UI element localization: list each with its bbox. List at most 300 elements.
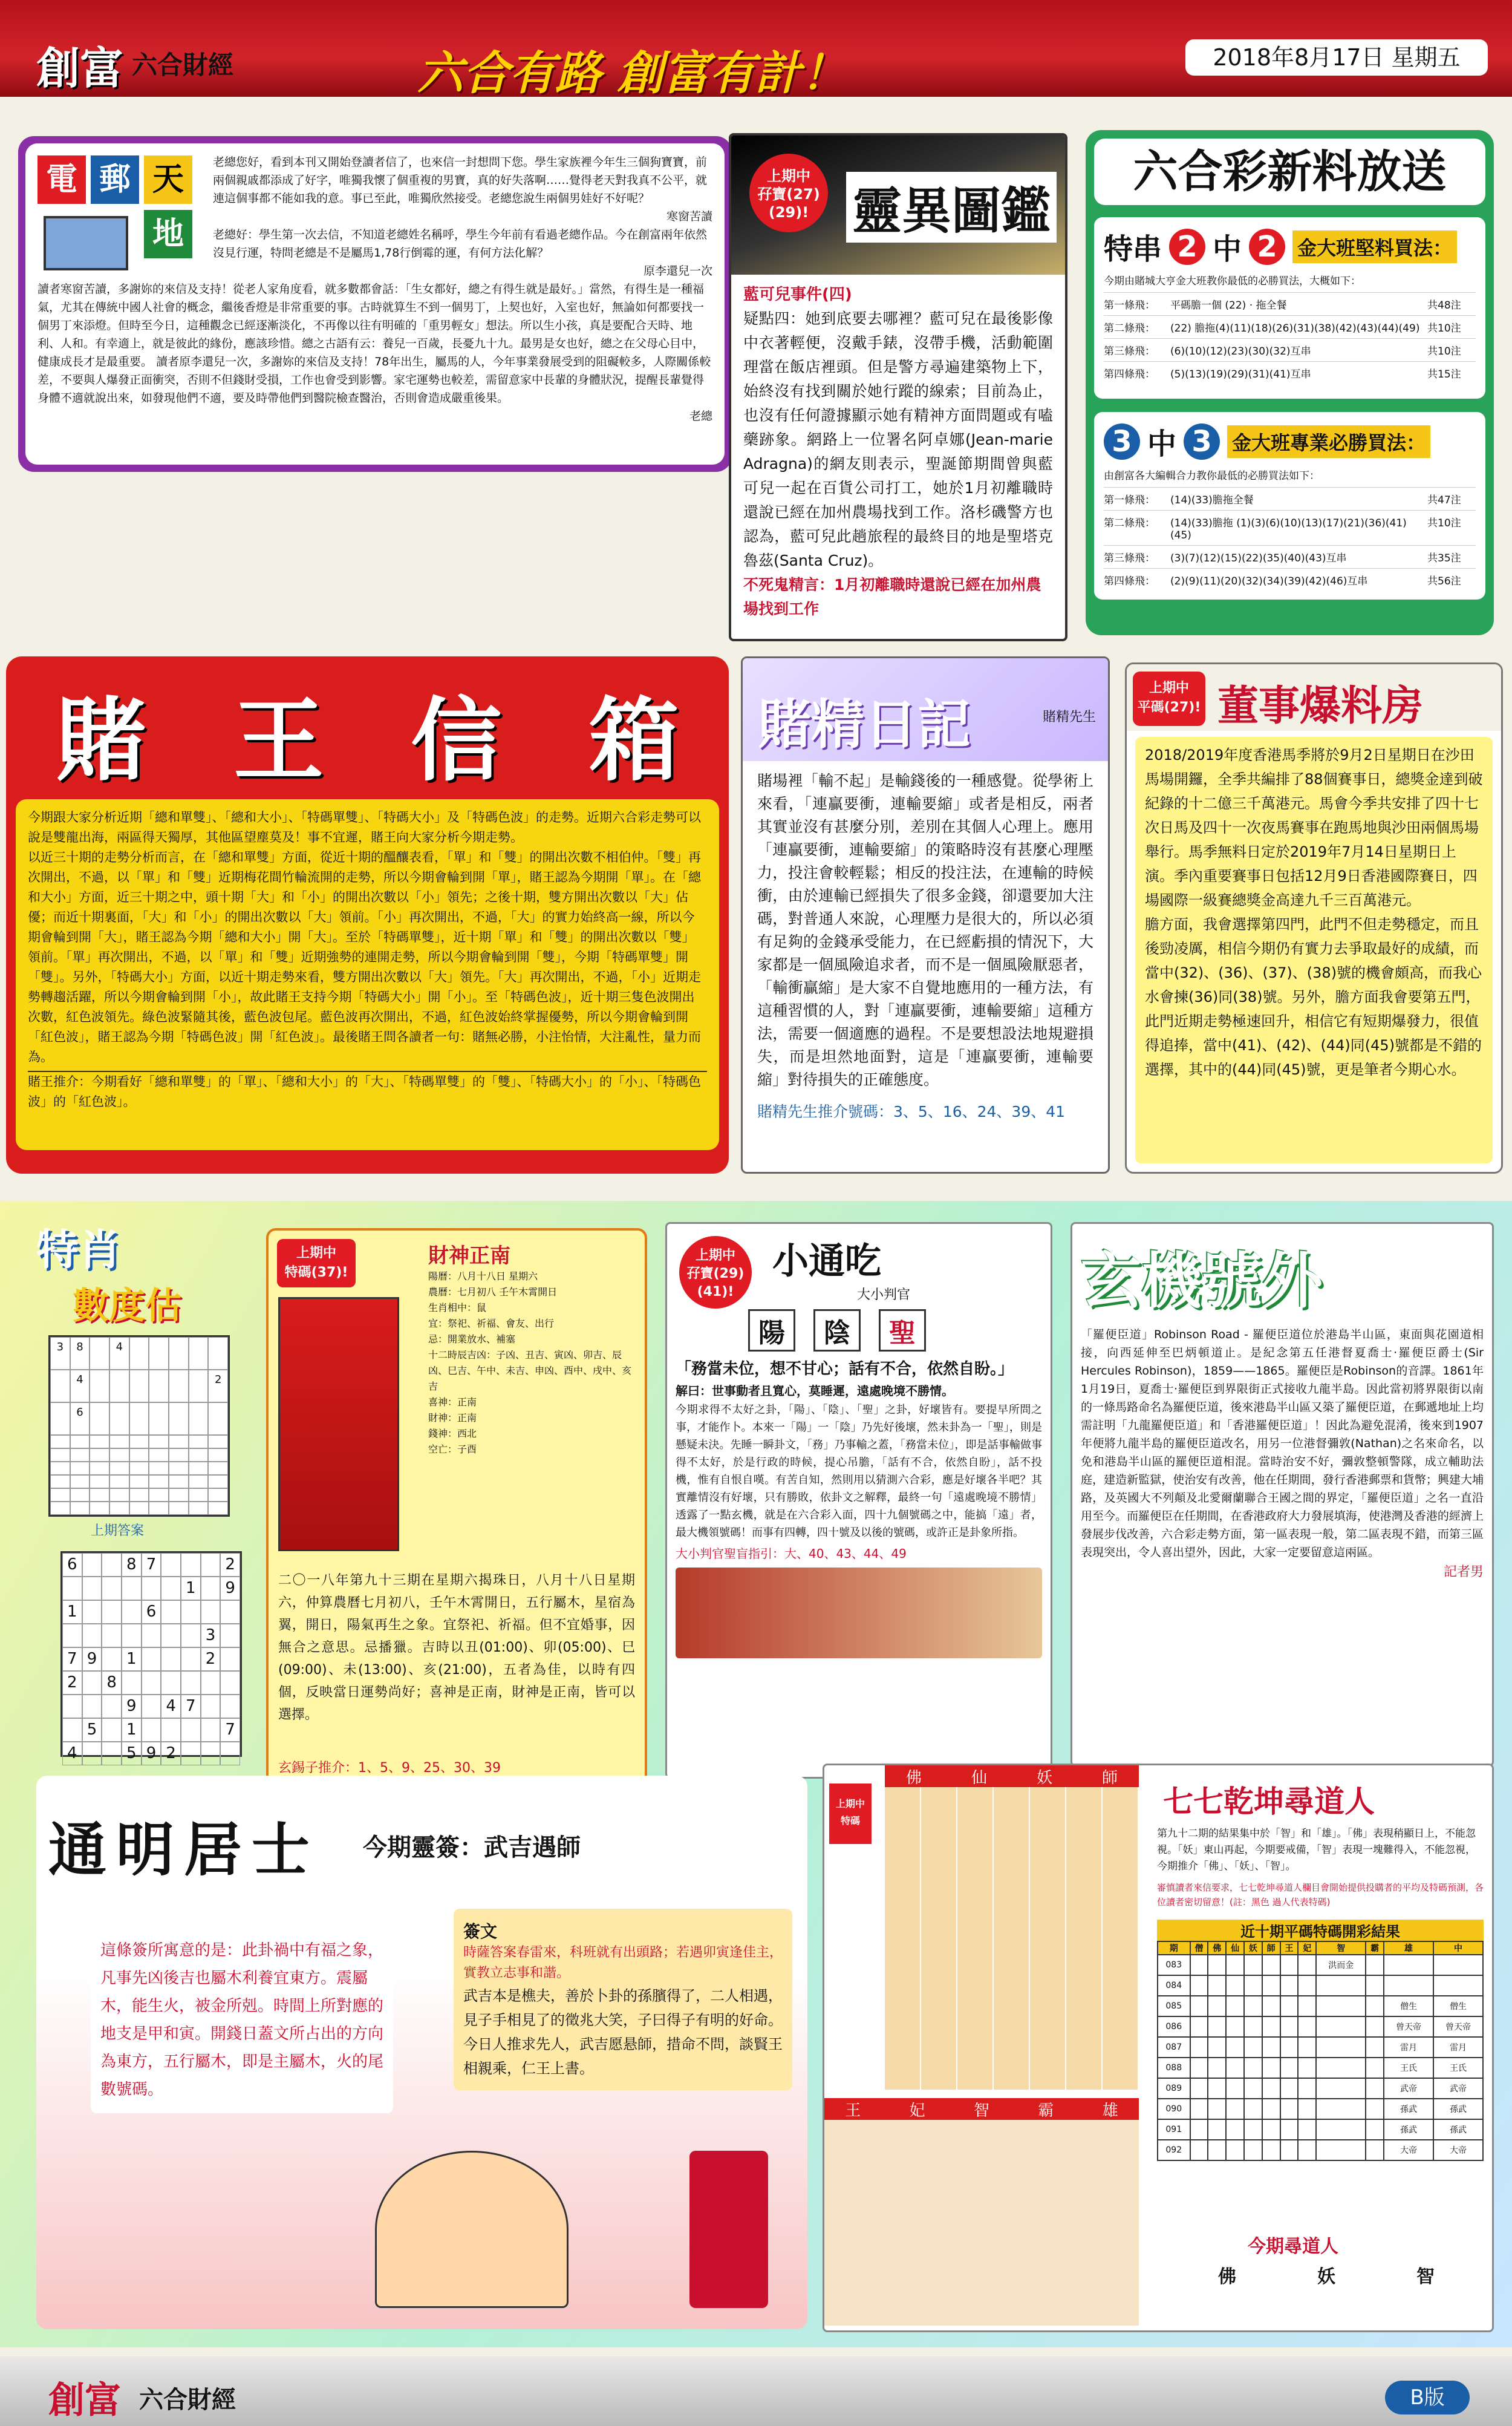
sudoku-cell[interactable] <box>181 1600 201 1624</box>
sudoku-cell <box>90 1435 109 1448</box>
table-cell <box>1316 2016 1366 2037</box>
table-cell: 王氏 <box>1384 2058 1433 2078</box>
bet-row <box>1104 292 1476 315</box>
table-cell <box>1280 2078 1299 2099</box>
sudoku-cell <box>90 1448 109 1462</box>
table-cell <box>1316 1996 1366 2016</box>
table-cell <box>1244 1996 1262 2016</box>
table-row <box>1158 2058 1483 2078</box>
tongming-left-text: 這條簽所寓意的是：此卦禍中有福之象，凡事先凶後吉也屬木利養宜東方。震屬木，能生火，被金所剋。時間上所對應的地支是甲和寅。開錢日蓋文所占出的方向為東方，五行屬木，即是主屬木，火的尾數號碼。 <box>91 1927 393 2113</box>
sudoku-cell[interactable] <box>82 1671 102 1695</box>
sudoku-cell <box>208 1488 228 1502</box>
kingbox-title-4: 箱 <box>588 688 680 794</box>
sudoku-cell[interactable] <box>220 1600 240 1624</box>
table-cell <box>1244 2078 1262 2099</box>
table-cell <box>1298 2099 1316 2119</box>
table-cell <box>1262 2037 1280 2058</box>
gallery-badge: 上期中 孖寶(27) (29)! <box>749 154 828 232</box>
table-header: 期 <box>1158 1941 1190 1955</box>
sudoku-cell[interactable] <box>62 1577 82 1600</box>
sudoku-cell <box>169 1502 189 1515</box>
table-header: 佛 <box>1208 1941 1226 1955</box>
sudoku-cell <box>169 1462 189 1475</box>
sudoku-cell[interactable] <box>62 1695 82 1718</box>
footer-brand-sub: 六合財經 <box>139 2386 236 2414</box>
table-cell <box>1366 2119 1384 2140</box>
sudoku-cell[interactable] <box>161 1624 181 1647</box>
sec2-title: 金大班專業必勝買法： <box>1227 425 1430 458</box>
sudoku-cell[interactable]: 8 <box>122 1553 142 1577</box>
table-cell <box>1190 2078 1208 2099</box>
table-header: 霸 <box>1366 1941 1384 1955</box>
sudoku-cell[interactable] <box>201 1671 221 1695</box>
sudoku-cell <box>169 1488 189 1502</box>
sudoku-cell[interactable]: 2 <box>62 1671 82 1695</box>
gallery-title: 靈異圖鑑 <box>846 172 1057 243</box>
table-cell <box>1190 1955 1208 1975</box>
sudoku-cell[interactable]: 7 <box>62 1647 82 1671</box>
sudoku-cell[interactable] <box>122 1624 142 1647</box>
table-cell <box>1316 2099 1366 2119</box>
table-cell <box>1298 2037 1316 2058</box>
sudoku-cell <box>208 1462 228 1475</box>
table-cell <box>1316 2140 1366 2160</box>
sudoku-cell <box>109 1488 129 1502</box>
sudoku-cell <box>208 1435 228 1448</box>
mystic-author: 記者男 <box>1443 1564 1484 1580</box>
sudoku-cell[interactable] <box>82 1695 102 1718</box>
sudoku-cell <box>70 1488 90 1502</box>
table-cell <box>1433 1955 1483 1975</box>
sudoku-cell[interactable] <box>102 1600 122 1624</box>
sudoku-cell <box>129 1402 149 1435</box>
fortune-title: 財神正南 <box>428 1244 510 1268</box>
table-cell <box>1190 1996 1208 2016</box>
seek-intro: 第九十二期的結果集中於「智」和「雄」。「佛」表現稍顯日上，不能忽視。「妖」東山再起，今期要戒備，「智」表現一塊難得入，不能忽視，今期推介「佛」、「妖」、「智」。 <box>1157 1828 1476 1872</box>
sudoku-cell <box>70 1502 90 1515</box>
table-cell <box>1280 2016 1299 2037</box>
sudoku-cell[interactable]: 1 <box>122 1718 142 1742</box>
mail-sig-3: 老總 <box>689 410 712 423</box>
table-cell <box>1190 2058 1208 2078</box>
table-cell <box>1298 1955 1316 1975</box>
table-row <box>1158 2099 1483 2119</box>
sudoku-cell[interactable] <box>181 1671 201 1695</box>
sudoku-cell[interactable] <box>82 1553 102 1577</box>
sudoku-cell[interactable] <box>181 1553 201 1577</box>
sudoku-cell[interactable] <box>62 1624 82 1647</box>
mail-reply-1: 讀者寒窗苦讀，多謝妳的來信及支持！從老人家角度看，就多數都會話：「生女都好，總之有得生就是最好。」當然，有得生是一種福氣，尤其在傳統中國人社會的概念，繼後香燈是非常重要的事。古時就算生不到一個男丁，上契也好，入室也好，無論如何都要找一個男丁來添燈。但時至今日，這種觀念已經逐漸淡化，不再像以往有明確的「重男輕女」想法。所以生小孩，真是要配合天時、地利、人和。有幸適上，就是彼此的緣份，應該珍惜。總之古語有云：養兒一百歲，長憂九十九。最男是女也好，總之在父母心目中，健康成長才是最重要。 <box>37 283 705 368</box>
table-row <box>1158 2140 1483 2160</box>
bottom-label-hero: 雄 <box>1102 2101 1118 2120</box>
sudoku-cell: 6 <box>70 1402 90 1435</box>
sudoku-cell[interactable] <box>102 1647 122 1671</box>
sudoku-cell <box>169 1475 189 1488</box>
table-cell <box>1226 2119 1244 2140</box>
table-row <box>1158 2078 1483 2099</box>
sudoku-cell[interactable] <box>102 1553 122 1577</box>
sudoku-cell[interactable] <box>122 1671 142 1695</box>
sudoku-cell[interactable]: 9 <box>142 1742 161 1765</box>
sudoku-cell <box>109 1502 129 1515</box>
sudoku-cell[interactable] <box>201 1577 221 1600</box>
table-header: 仙 <box>1226 1941 1244 1955</box>
table-cell <box>1262 2016 1280 2037</box>
table-cell: 洪而金 <box>1316 1955 1366 1975</box>
table-cell <box>1280 1955 1299 1975</box>
mail-letter-1: 老總您好，看到本刊又開始登讀者信了，也來信一封想問下您。學生家族裡今年生三個狗寶寶，前兩個親戚都添成了好字，唯獨我懷了個重複的男寶，真的好失落啊……覺得老天對我真不公平，就連這個事都不能如我的意。事已至此，唯獨欣然接受。老總您說生兩個男娃好不好呢？ <box>213 155 708 205</box>
table-row <box>1158 2119 1483 2140</box>
table-cell <box>1280 2119 1299 2140</box>
table-cell <box>1280 2099 1299 2119</box>
almanac-line: 喜神：正南 <box>428 1396 477 1408</box>
sudoku-cell[interactable] <box>220 1671 240 1695</box>
sudoku-cell[interactable]: 7 <box>142 1553 161 1577</box>
sudoku-cell[interactable] <box>102 1695 122 1718</box>
sudoku-cell <box>50 1488 70 1502</box>
bet-row <box>1104 315 1476 338</box>
table-cell <box>1190 2099 1208 2119</box>
sudoku-cell[interactable] <box>161 1553 181 1577</box>
table-header: 師 <box>1262 1941 1280 1955</box>
sudoku-cell[interactable] <box>82 1742 102 1765</box>
table-cell: 084 <box>1158 1975 1190 1996</box>
sudoku-cell[interactable] <box>122 1577 142 1600</box>
table-cell <box>1366 1996 1384 2016</box>
sec1-label2: 中 <box>1213 232 1242 266</box>
table-cell <box>1190 2016 1208 2037</box>
table-cell <box>1244 1955 1262 1975</box>
brand-logo: 創富 <box>36 42 124 94</box>
table-cell <box>1262 1955 1280 1975</box>
table-cell <box>1384 1955 1433 1975</box>
sudoku-cell[interactable] <box>102 1742 122 1765</box>
sudoku-cell <box>129 1475 149 1488</box>
sudoku-cell[interactable] <box>201 1553 221 1577</box>
sudoku-cell[interactable]: 9 <box>82 1647 102 1671</box>
table-cell <box>1316 1975 1366 1996</box>
sudoku-cell[interactable] <box>161 1577 181 1600</box>
table-cell: 大帝 <box>1433 2140 1483 2160</box>
food-explain: 解曰：世事動者且寬心，莫睡遲，遠處晚境不勝情。 <box>676 1384 954 1398</box>
sudoku-cell: 4 <box>109 1337 129 1370</box>
sudoku-cell[interactable] <box>201 1600 221 1624</box>
sudoku-cell <box>50 1402 70 1435</box>
sudoku-cell[interactable]: 2 <box>201 1647 221 1671</box>
tongming-sign-intro: 時薩答案春雷來，科班就有出頭路；若遇卯寅逢佳主，實教立志事和諧。 <box>463 1945 783 1981</box>
sudoku-cell[interactable] <box>181 1624 201 1647</box>
sudoku-cell[interactable]: 4 <box>161 1695 181 1718</box>
food-body: 今期求得不太好之卦，「陽」、「陰」、「聖」之卦，好壞皆有。要提早所問之事，才能作卜。本來一「陽」一「陰」乃先好後壞，然未卦為一「聖」，則是懸疑未決。先睡一瞬卦文，「務」乃事輸之蓋，「務當未位」，即是話事輸做事得不太好，於是行政的時候，提心吊膽，「話有不合，依然自盼」，話不投機，惟有自恨自嘆。有苦自知，然則用以猜測六合彩，應是好壞各半吧？其實離情沒有好壞，只有勝敗，依卦文之解釋，最終一句「遠處晚境不勝情」透露了一點玄機，就是在六合彩入面，四十九個號碼之中，能搞「遠」者，最大機領號碼！而事有四轉，四十號及以後的號碼，或許正是卦象所指。 <box>676 1404 1042 1539</box>
gallery-note: 不死鬼精言：1月初離職時還說已經在加州農場找到工作 <box>743 576 1041 618</box>
sudoku-cell <box>208 1502 228 1515</box>
sudoku-cell <box>129 1370 149 1402</box>
sec1-title: 金大班堅料買法： <box>1292 231 1457 263</box>
sudoku-cell <box>189 1435 209 1448</box>
bet-row-price: 共35注 <box>1427 552 1461 564</box>
table-cell: 091 <box>1158 2119 1190 2140</box>
table-cell <box>1226 2016 1244 2037</box>
table-cell <box>1366 2099 1384 2119</box>
table-header: 僧 <box>1190 1941 1208 1955</box>
kingbox-intro: 今期跟大家分析近期「總和單雙」、「總和大小」、「特碼單雙」、「特碼大小」及「特碼色波」的走勢。近期六合彩走勢可以說是雙龍出海，兩區得天獨厚，其他區望塵莫及！事不宜遲，賭王向大家分析今期走勢。 <box>28 810 701 845</box>
sudoku-cell[interactable] <box>181 1742 201 1765</box>
bet-row-name: 第三條飛： <box>1104 345 1155 358</box>
sudoku-cell[interactable]: 8 <box>102 1671 122 1695</box>
table-cell <box>1280 1975 1299 1996</box>
bet-row-numbers: (6)(10)(12)(23)(30)(32)互串 <box>1170 345 1311 358</box>
top-label-buddha: 佛 <box>905 1768 922 1787</box>
sudoku-cell[interactable] <box>62 1718 82 1742</box>
top-label-demon: 妖 <box>1036 1768 1052 1787</box>
table-cell: 僧生 <box>1384 1996 1433 2016</box>
insider-badge: 上期中 平碼(27)! <box>1133 672 1205 726</box>
sudoku-cell[interactable]: 1 <box>122 1647 142 1671</box>
table-cell <box>1244 2037 1262 2058</box>
almanac-line: 忌：開業放水、補塞 <box>428 1333 516 1345</box>
bet-row <box>1104 568 1476 591</box>
almanac-line: 空亡：子酉 <box>428 1444 477 1455</box>
mail-letter-2: 老總好：學生第一次去信，不知道老總姓名稱呼，學生今年前有看過老總作品。今在創富兩年依然沒見行運，特問老總是不是屬馬1,78行倒霉的運，有何方法化解？ <box>213 228 708 260</box>
sudoku-cell <box>208 1402 228 1435</box>
table-row <box>1158 2037 1483 2058</box>
calendar-image <box>278 1297 399 1551</box>
tongming-sign-text: 武吉本是樵夫，善於卜卦的孫臏得了，二人相遇，見子手相見了的徵兆大笑，子曰得子有明的好命。今日人推求先人，武吉愿悬師，措命不問，談賢王相親乘，仁王上書。 <box>463 1987 783 2077</box>
result-yang: 陽 <box>748 1309 795 1352</box>
table-cell <box>1208 2058 1226 2078</box>
table-cell <box>1298 2140 1316 2160</box>
table-cell <box>1280 1996 1299 2016</box>
sudoku-cell[interactable] <box>82 1577 102 1600</box>
sudoku-cell[interactable]: 3 <box>201 1624 221 1647</box>
sudoku-cell <box>70 1475 90 1488</box>
table-cell: 曾天帝 <box>1384 2016 1433 2037</box>
sec2-number: 3 <box>1104 423 1140 460</box>
bet-row <box>1104 510 1476 545</box>
table-cell <box>1262 1996 1280 2016</box>
sudoku-cell[interactable] <box>82 1624 102 1647</box>
sudoku-cell[interactable] <box>142 1647 161 1671</box>
sudoku-cell <box>149 1435 169 1448</box>
table-cell <box>1226 2058 1244 2078</box>
sudoku-cell[interactable]: 7 <box>220 1718 240 1742</box>
sudoku-cell <box>169 1402 189 1435</box>
table-cell <box>1298 1996 1316 2016</box>
sudoku-cell: 8 <box>70 1337 90 1370</box>
sudoku-cell[interactable] <box>201 1742 221 1765</box>
result-sheng: 聖 <box>879 1309 926 1352</box>
sudoku-cell[interactable] <box>220 1647 240 1671</box>
sudoku-cell <box>90 1337 109 1370</box>
table-cell <box>1280 2140 1299 2160</box>
sudoku-cell <box>90 1488 109 1502</box>
fortune-panel <box>266 1228 647 1791</box>
almanac-line: 錢神：西北 <box>428 1428 477 1439</box>
sudoku-cell <box>169 1435 189 1448</box>
character-grid-bottom <box>824 2120 1139 2326</box>
table-cell: 大帝 <box>1384 2140 1433 2160</box>
sudoku-cell[interactable] <box>220 1742 240 1765</box>
sudoku-cell[interactable] <box>181 1647 201 1671</box>
sudoku-cell <box>90 1370 109 1402</box>
table-header: 妖 <box>1244 1941 1262 1955</box>
table-cell: 088 <box>1158 2058 1190 2078</box>
sudoku-cell[interactable] <box>181 1718 201 1742</box>
bet-row-price: 共10注 <box>1427 517 1461 529</box>
sudoku-cell <box>50 1502 70 1515</box>
sudoku-cell[interactable] <box>122 1600 142 1624</box>
sudoku-cell[interactable] <box>142 1718 161 1742</box>
seek-note: 審慎讀者來信要求，七七乾坤尋道人欄目會開始提供投購者的平均及特碼預測，各位讀者密切留意！(註：黑色 過人代表特碼) <box>1157 1882 1484 1908</box>
sudoku-cell <box>129 1448 149 1462</box>
sudoku-cell <box>189 1448 209 1462</box>
pick-buddha: 佛 <box>1218 2266 1236 2287</box>
sudoku-cell <box>109 1448 129 1462</box>
seek-panel <box>823 1764 1494 2332</box>
bet-row-numbers: (14)(33)膽拖 (1)(3)(6)(10)(13)(17)(21)(36)(41)(45) <box>1170 517 1407 541</box>
sudoku-cell[interactable]: 4 <box>62 1742 82 1765</box>
table-cell <box>1208 2078 1226 2099</box>
insider-intro: 2018/2019年度香港馬季將於9月2日星期日在沙田馬場開鑼，全季共編排了88個賽事日，總獎金達到破紀錄的十二億三千萬港元。馬會今季共安排了四十七次日馬及四十一次夜馬賽事在跑馬地與沙田兩個馬場舉行。馬季無料日定於2019年7月14日星期日上演。季內重要賽事日包括12月9日香港國際賽日，四場國際一級賽總獎金高達九千三百萬港元。 <box>1145 747 1483 909</box>
table-cell: 武帝 <box>1384 2078 1433 2099</box>
sudoku-cell[interactable] <box>102 1718 122 1742</box>
table-cell: 085 <box>1158 1996 1190 2016</box>
food-author: 大小判官 <box>857 1287 911 1303</box>
sudoku-cell[interactable] <box>161 1671 181 1695</box>
sudoku-cell[interactable]: 2 <box>161 1742 181 1765</box>
kingbox-title-1: 賭 <box>55 688 146 794</box>
answer-label: 上期答案 <box>91 1523 145 1538</box>
sudoku-cell[interactable]: 5 <box>82 1718 102 1742</box>
bottom-label-consort: 妃 <box>909 2101 925 2120</box>
table-cell <box>1366 2016 1384 2037</box>
sudoku-cell[interactable] <box>82 1600 102 1624</box>
table-cell <box>1262 2140 1280 2160</box>
diary-body: 賭場裡「輸不起」是輸錢後的一種感覺。從學術上來看，「連贏要衝，連輸要縮」或者是相反，兩者其實並沒有甚麼分別，差別在其個人心理上。應用「連贏要衝，連輸要縮」的策略時沒有甚麼心理壓力，投注會較輕鬆；相反的投注法，在連輸的時候衝，由於連輸已經損失了很多金錢，卻還要加大注碼，對普通人來說，心理壓力是很大的，所以必須有足夠的金錢承受能力，在已經虧損的情況下，大家都是一個風險追求者，而不是一個風險厭惡者，「輸衝贏縮」是大家不自覺地應用的一種方法，有這種習慣的人，對「連贏要衝，連輸要縮」這種方法，需要一個適應的過程。不是要想設法地規避損失，而是坦然地面對，這是「連贏要衝，連輸要縮」對待損失的正確態度。 <box>757 772 1093 1088</box>
date-label: 2018年8月17日 星期五 <box>1185 39 1488 76</box>
sudoku-cell[interactable]: 7 <box>181 1695 201 1718</box>
table-cell <box>1208 2037 1226 2058</box>
table-cell: 孫武 <box>1433 2099 1483 2119</box>
table-cell <box>1208 2140 1226 2160</box>
sudoku-cell <box>50 1475 70 1488</box>
bet-row-name: 第二條飛： <box>1104 322 1155 335</box>
table-cell <box>1384 1975 1433 1996</box>
bet-row-price: 共48注 <box>1427 299 1461 312</box>
sudoku-cell <box>109 1462 129 1475</box>
pick-wisdom: 智 <box>1416 2266 1435 2287</box>
sudoku-cell <box>208 1475 228 1488</box>
sec1-label: 特串 <box>1104 232 1162 266</box>
sudoku-cell[interactable] <box>142 1671 161 1695</box>
sudoku-cell <box>169 1448 189 1462</box>
sudoku-cell[interactable] <box>102 1577 122 1600</box>
sudoku-cell: 3 <box>50 1337 70 1370</box>
sudoku-cell <box>50 1462 70 1475</box>
sudoku-cell <box>189 1337 209 1370</box>
table-cell <box>1366 1975 1384 1996</box>
bet-row-name: 第一條飛： <box>1104 494 1155 506</box>
sudoku-cell <box>129 1337 149 1370</box>
table-header: 中 <box>1433 1941 1483 1955</box>
sudoku-cell[interactable] <box>161 1718 181 1742</box>
sudoku-cell[interactable] <box>102 1624 122 1647</box>
sudoku-cell <box>189 1402 209 1435</box>
tongming-sign-title: 簽文 <box>463 1921 498 1941</box>
sudoku-cell[interactable] <box>142 1695 161 1718</box>
sudoku-cell[interactable] <box>161 1600 181 1624</box>
almanac-line: 生肖相中：鼠 <box>428 1302 487 1313</box>
mail-icon: 電 郵 天 地 <box>37 155 195 276</box>
table-cell <box>1262 2119 1280 2140</box>
food-badge: 上期中 孖寶(29) (41)! <box>679 1236 752 1309</box>
kingbox-title-3: 信 <box>411 688 502 794</box>
sudoku-cell[interactable]: 9 <box>220 1577 240 1600</box>
table-cell: 092 <box>1158 2140 1190 2160</box>
table-cell <box>1226 2037 1244 2058</box>
table-cell <box>1226 2078 1244 2099</box>
table-cell <box>1366 2140 1384 2160</box>
table-header: 妃 <box>1298 1941 1316 1955</box>
sudoku-cell[interactable] <box>142 1577 161 1600</box>
sudoku-cell[interactable]: 5 <box>122 1742 142 1765</box>
sudoku-cell[interactable]: 6 <box>142 1600 161 1624</box>
diary-author: 賭精先生 <box>1042 710 1096 725</box>
sudoku-cell[interactable] <box>142 1624 161 1647</box>
table-cell <box>1280 2058 1299 2078</box>
sudoku-cell <box>189 1462 209 1475</box>
bet-row-price: 共47注 <box>1427 494 1461 506</box>
sudoku-cell[interactable] <box>220 1624 240 1647</box>
top-label-immortal: 仙 <box>971 1768 987 1787</box>
table-cell: 090 <box>1158 2099 1190 2119</box>
sudoku-cell[interactable]: 1 <box>181 1577 201 1600</box>
table-cell <box>1298 2078 1316 2099</box>
sudoku-cell <box>90 1462 109 1475</box>
sudoku-cell[interactable] <box>201 1695 221 1718</box>
sudoku-cell[interactable]: 2 <box>220 1553 240 1577</box>
sudoku-cell <box>70 1448 90 1462</box>
sudoku-cell <box>90 1402 109 1435</box>
sudoku-cell[interactable] <box>161 1647 181 1671</box>
fortune-badge: 上期中 特碼(37)! <box>277 1239 356 1287</box>
table-row <box>1158 1996 1483 2016</box>
brand-sub: 六合財經 <box>132 50 234 80</box>
sudoku-cell[interactable]: 6 <box>62 1553 82 1577</box>
footer-brand: 創富 <box>48 2379 121 2422</box>
bet-row-name: 第二條飛： <box>1104 517 1155 529</box>
table-cell <box>1316 2078 1366 2099</box>
sudoku-cell[interactable] <box>220 1695 240 1718</box>
insider-title: 董事爆料房 <box>1217 682 1424 730</box>
table-cell: 孫武 <box>1384 2099 1433 2119</box>
sudoku-cell <box>90 1502 109 1515</box>
table-cell <box>1208 2016 1226 2037</box>
food-panel <box>665 1222 1052 1779</box>
sec1-number-2: 2 <box>1249 229 1285 265</box>
kingbox-analysis: 以近三十期的走勢分析而言，在「總和單雙」方面，從近十期的醞釀表看，「單」和「雙」的開出次數不相伯仲。「雙」再次開出，不過，以「單」和「雙」近期梅花間竹輪流開的走勢，所以今期會輪到開「單」，賭王認為今期開「單」。在「總和大小」方面，近三十期之中，頭十期「大」和「小」的開出次數以「小」領先；之後十期，雙方開出次數以「大」佔優；而近十期裏面，「大」和「小」的開出次數以「大」領前。「小」再次開出，不過，「大」的實力始終高一線，所以今期會輪到開「大」，賭王認為今期「總和大小」開「大」。至於「特碼單雙」，近十期「單」和「雙」的開出次數以「雙」領前。「單」再次開出，不過，以「單」和「雙」近期強勢的連開走勢，所以今期會輪到開「雙」，今期「特碼單雙」開「雙」。另外，「特碼大小」方面，以近十期走勢來看，雙方開出次數以「大」領先。「大」再次開出，不過，「小」近期走勢轉趨活躍，所以今期會輪到開「小」，故此賭王支持今期「特碼大小」開「小」。至「特碼色波」，近十期三隻色波開出次數，紅色波領先。綠色波緊隨其後，藍色波包尾。藍色波再次開出，不過，紅色波始終掌握優勢，所以今期會輪到開「紅色波」，賭王認為今期「特碼色波」開「紅色波」。最後賭王問各讀者一句：賭無必勝，小注怡情，大注亂性，量力而為。 <box>28 850 701 1064</box>
sudoku-cell[interactable]: 1 <box>62 1600 82 1624</box>
table-cell <box>1316 2037 1366 2058</box>
sudoku-cell <box>208 1448 228 1462</box>
sudoku-cell <box>50 1435 70 1448</box>
table-cell <box>1244 2119 1262 2140</box>
table-cell <box>1366 2078 1384 2099</box>
sudoku-cell[interactable]: 9 <box>122 1695 142 1718</box>
sudoku-cell[interactable] <box>201 1718 221 1742</box>
almanac-line: 財神：正南 <box>428 1412 477 1424</box>
gallery-heading: 藍可兒事件(四) <box>743 286 852 304</box>
